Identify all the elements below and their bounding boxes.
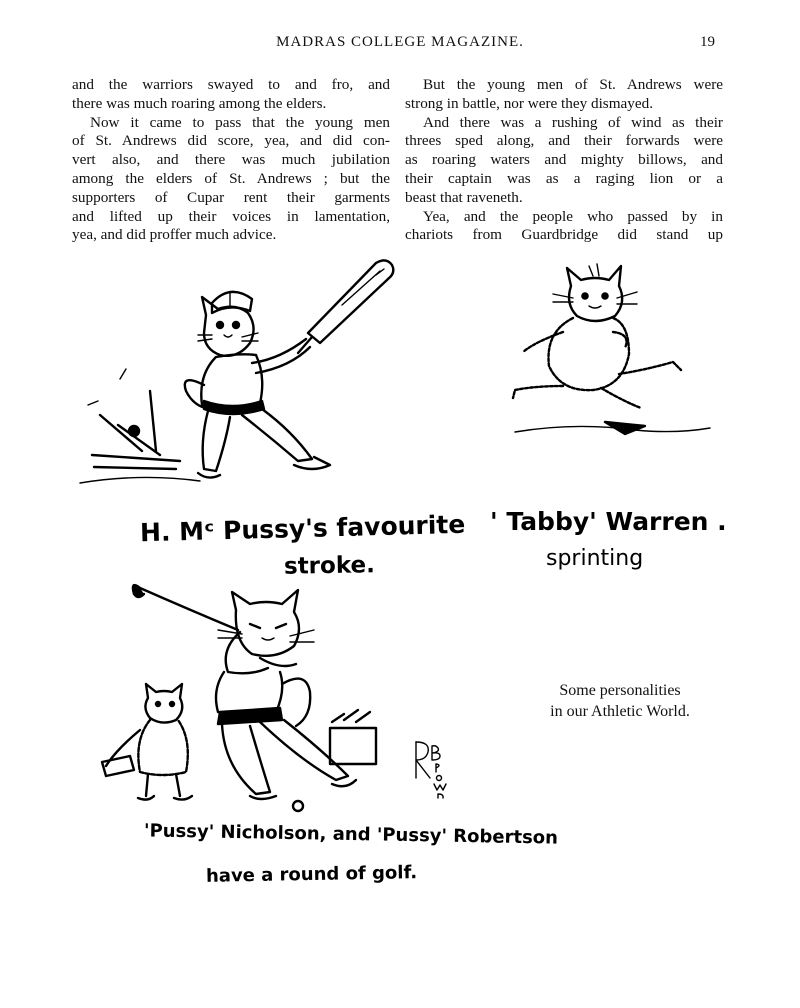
golf-caption-line1: 'Pussy' Nicholson, and 'Pussy' Robertson — [143, 820, 559, 849]
text-line: strong in battle, nor were they dismayed. — [405, 94, 653, 112]
text-line: threes sped along, and their forwards were — [405, 132, 723, 150]
cricket-cat-illustration — [80, 255, 400, 495]
text-line: supporters of Cupar rent their garments — [72, 188, 390, 206]
text-line: Yea, and the people who passed by in — [423, 207, 723, 225]
text-line: yea, and did proffer much advice. — [72, 226, 277, 244]
text-line: as roaring waters and mighty billows, and — [405, 151, 723, 169]
text-line: among the elders of St. Andrews ; but the — [72, 169, 390, 187]
text-column-right — [405, 76, 723, 245]
runner-caption-line1: ' Tabby' Warren . — [490, 507, 727, 536]
running-cat-illustration — [505, 262, 720, 442]
page-header-title: MADRAS COLLEGE MAGAZINE. — [276, 34, 524, 50]
golf-caption-line2: have a round of golf. — [205, 862, 418, 887]
text-line: chariots from Guardbridge did stand up — [405, 226, 723, 244]
illustration-caption-line2: in our Athletic World. — [550, 703, 690, 720]
text-line: and lifted up their voices in lamentation, — [72, 207, 390, 225]
runner-caption-line2: sprinting — [546, 546, 644, 571]
text-column-left — [72, 76, 390, 245]
text-line: Now it came to pass that the young men — [90, 113, 390, 131]
text-line: But the young men of St. Andrews were — [423, 76, 723, 93]
text-line: And there was a rushing of wind as their — [423, 113, 723, 131]
text-line: beast that raveneth. — [405, 188, 523, 206]
golf-cats-illustration — [100, 580, 380, 815]
text-line: their captain was as a raging lion or a — [405, 169, 723, 187]
artist-signature — [412, 738, 452, 798]
illustration-caption-line1: Some personalities — [559, 682, 681, 699]
page-number: 19 — [700, 34, 715, 50]
cricket-caption-line1: H. Mᶜ Pussy's favourite — [139, 509, 466, 548]
cricket-caption-line2: stroke. — [283, 552, 376, 580]
text-line: and the warriors swayed to and fro, and — [72, 76, 390, 93]
text-line: vert also, and there was much jubilation — [72, 151, 390, 169]
text-line: of St. Andrews did score, yea, and did con- — [72, 132, 390, 150]
text-line: there was much roaring among the elders. — [72, 94, 327, 112]
illustration-caption — [520, 680, 720, 722]
